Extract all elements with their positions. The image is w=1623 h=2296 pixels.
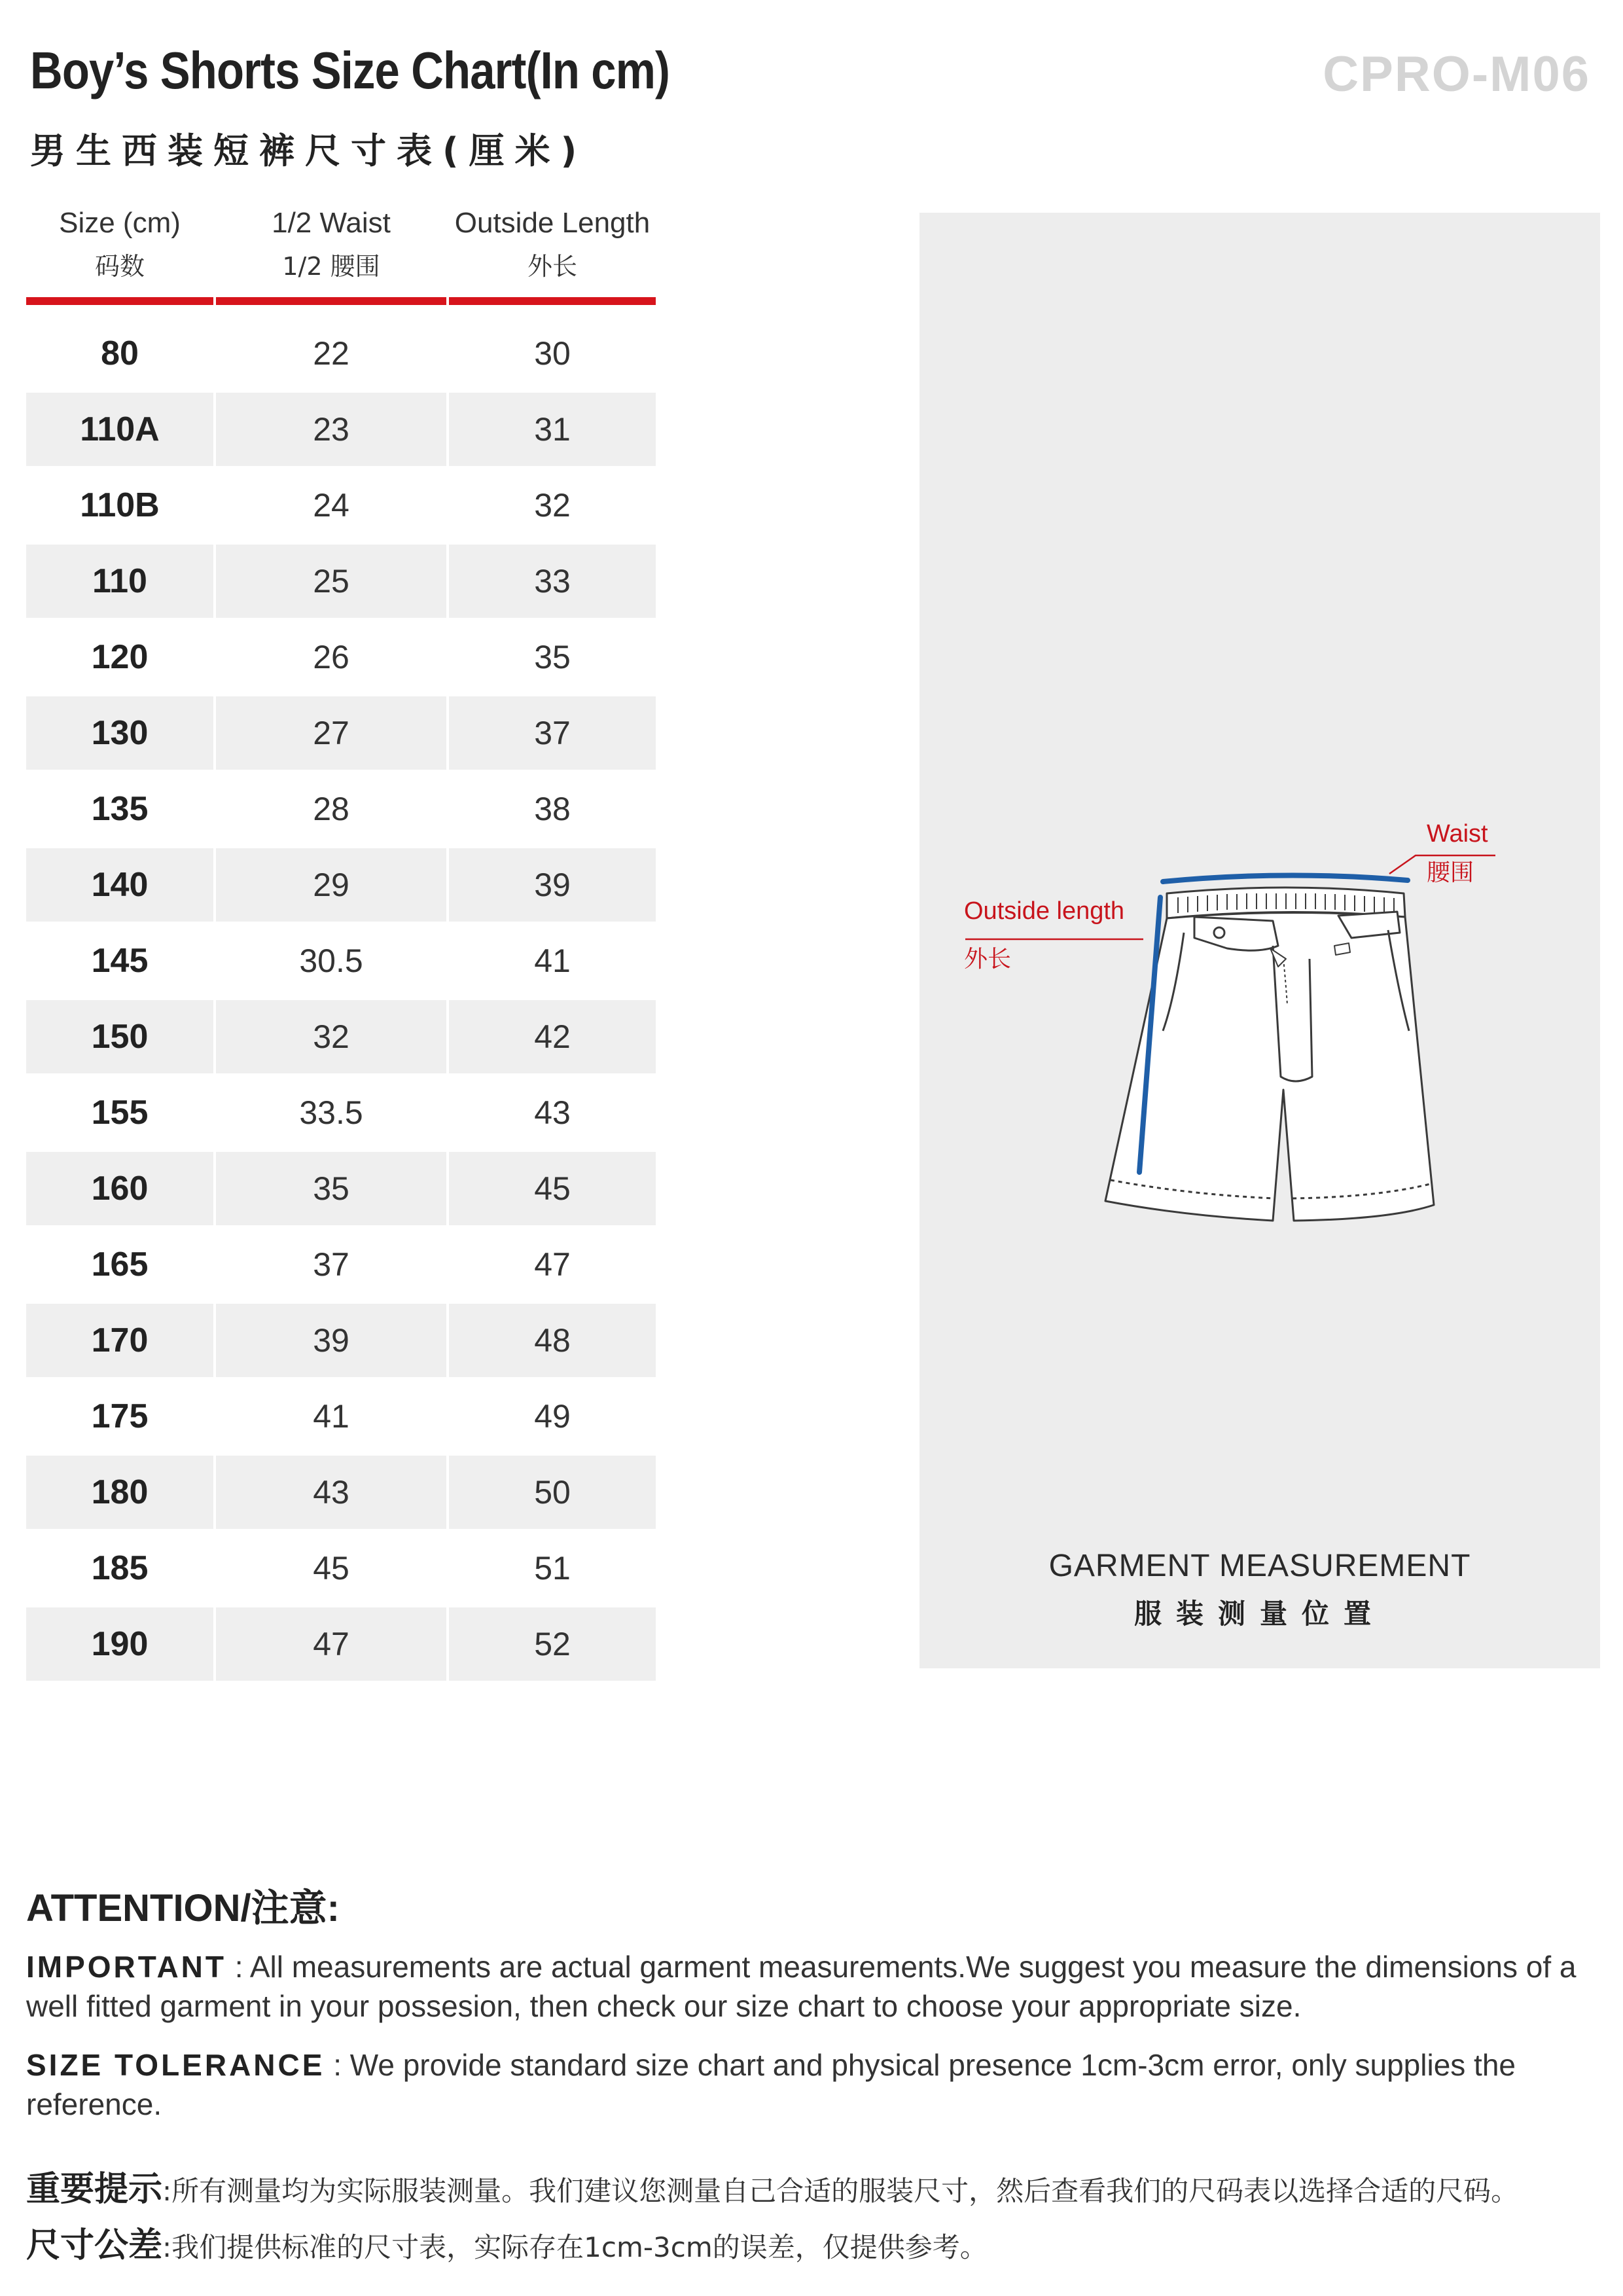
table-row <box>26 1607 656 1681</box>
waist-cell: 37 <box>313 1246 349 1283</box>
waist-cell: 28 <box>313 791 349 827</box>
waist-cell: 27 <box>216 696 446 770</box>
table-row <box>26 848 656 922</box>
outside-length-cell: 52 <box>449 1607 656 1681</box>
size-tolerance-note <box>26 2045 1597 2124</box>
table-row <box>26 696 656 770</box>
table-row <box>26 545 656 618</box>
size-cell: 110B <box>80 486 160 524</box>
size-cell: 150 <box>26 1000 213 1073</box>
product-code: CPRO-M06 <box>1323 46 1590 102</box>
outside-length-label: Outside length <box>964 897 1125 925</box>
size-cell: 190 <box>26 1607 213 1681</box>
size-cell: 185 <box>91 1549 149 1587</box>
table-row <box>26 620 656 694</box>
outside-length-cell: 50 <box>449 1456 656 1529</box>
size-tolerance-text: : We provide standard size chart and physical presence 1cm-3cm error, only supplies the reference. <box>26 2048 1516 2121</box>
outside-length-cell: 30 <box>534 335 571 372</box>
column-header-label-cn: 外长 <box>527 252 577 281</box>
size-tolerance-label: SIZE TOLERANCE <box>26 2048 325 2082</box>
waist-measure-line <box>1163 875 1408 882</box>
waist-cell: 35 <box>216 1152 446 1225</box>
table-row <box>26 1456 656 1529</box>
outside-length-cell: 33 <box>449 545 656 618</box>
outside-length-cell: 42 <box>449 1000 656 1073</box>
table-body <box>26 317 656 1681</box>
outside-length-cell: 43 <box>534 1094 571 1131</box>
outside-length-cell: 48 <box>449 1304 656 1377</box>
table-row <box>26 393 656 466</box>
outside-length-cell: 31 <box>449 393 656 466</box>
shorts-diagram <box>919 213 1600 1668</box>
column-header-label-cn: 码数 <box>94 252 145 281</box>
waist-cell: 23 <box>216 393 446 466</box>
waist-cell: 47 <box>216 1607 446 1681</box>
size-cell: 180 <box>26 1456 213 1529</box>
outside-length-label-cn: 外长 <box>964 946 1012 973</box>
size-tolerance-note-cn <box>26 2217 1610 2267</box>
table-row <box>26 772 656 846</box>
size-table <box>26 200 656 1683</box>
important-text-cn: :所有测量均为实际服装测量。我们建议您测量自己合适的服装尺寸，然后查看我们的尺码表以选择合适的尺码。 <box>162 2175 1519 2207</box>
garment-measurement-panel <box>919 213 1600 1668</box>
important-note <box>26 1947 1597 2026</box>
waist-cell: 22 <box>313 335 349 372</box>
table-row <box>26 1532 656 1605</box>
garment-measurement-caption-cn: 服装测量位置 <box>1133 1598 1385 1630</box>
important-label: IMPORTANT <box>26 1950 227 1984</box>
table-row <box>26 317 656 390</box>
table-header <box>26 200 656 292</box>
column-header-label: Outside Length <box>454 207 651 239</box>
size-cell: 110A <box>26 393 213 466</box>
table-row <box>26 1152 656 1225</box>
size-cell: 135 <box>91 790 149 828</box>
waist-cell: 45 <box>313 1550 349 1587</box>
header-underline-segment <box>216 297 446 305</box>
waist-cell: 30.5 <box>299 942 363 979</box>
size-cell: 110 <box>26 545 213 618</box>
size-cell: 155 <box>91 1094 149 1132</box>
column-header-label: Size (cm) <box>59 207 181 239</box>
size-tolerance-label-cn: 尺寸公差 <box>26 2226 163 2265</box>
column-header-size <box>26 200 213 292</box>
size-cell: 120 <box>91 638 149 676</box>
waist-cell: 32 <box>216 1000 446 1073</box>
page-title-cn: 男生西装短裤尺寸表(厘米) <box>30 130 588 171</box>
size-cell: 145 <box>91 942 149 980</box>
size-cell: 160 <box>26 1152 213 1225</box>
outside-length-cell: 38 <box>534 791 571 827</box>
header-underline-segment <box>449 297 656 305</box>
size-cell: 175 <box>91 1397 149 1435</box>
waist-cell: 33.5 <box>299 1094 363 1131</box>
important-label-cn: 重要提示 <box>26 2170 163 2209</box>
important-note-cn <box>26 2161 1610 2210</box>
table-row <box>26 1228 656 1301</box>
waist-cell: 43 <box>216 1456 446 1529</box>
waist-cell: 29 <box>216 848 446 922</box>
attention-title: ATTENTION/注意: <box>26 1887 340 1929</box>
table-row <box>26 924 656 997</box>
garment-measurement-caption: GARMENT MEASUREMENT <box>1048 1549 1471 1583</box>
outside-length-cell: 35 <box>534 639 571 675</box>
table-row <box>26 469 656 542</box>
header-underline <box>26 297 656 305</box>
waist-cell: 25 <box>216 545 446 618</box>
size-tolerance-text-cn: :我们提供标准的尺寸表，实际存在1cm-3cm的误差，仅提供参考。 <box>162 2231 988 2263</box>
table-row <box>26 1380 656 1453</box>
table-row <box>26 1076 656 1149</box>
column-header-label: 1/2 Waist <box>272 207 391 239</box>
size-cell: 130 <box>26 696 213 770</box>
outside-length-cell: 45 <box>449 1152 656 1225</box>
waist-cell: 26 <box>313 639 349 675</box>
table-row <box>26 1304 656 1377</box>
outside-length-cell: 41 <box>534 942 571 979</box>
outside-length-cell: 49 <box>534 1398 571 1435</box>
waist-cell: 24 <box>313 487 349 524</box>
size-cell: 80 <box>101 334 139 372</box>
waist-label: Waist <box>1427 820 1488 848</box>
waist-label-cn: 腰围 <box>1427 859 1474 886</box>
size-cell: 170 <box>26 1304 213 1377</box>
size-cell: 165 <box>91 1246 149 1283</box>
outside-length-cell: 37 <box>449 696 656 770</box>
outside-length-cell: 47 <box>534 1246 571 1283</box>
column-header-label-cn: 1/2 腰围 <box>282 252 380 281</box>
page-title: Boy’s Shorts Size Chart(In cm) <box>30 41 670 99</box>
outside-length-cell: 32 <box>534 487 571 524</box>
waist-cell: 39 <box>216 1304 446 1377</box>
table-row <box>26 1000 656 1073</box>
outside-length-cell: 51 <box>534 1550 571 1587</box>
column-header-outside-length <box>449 200 656 292</box>
size-cell: 140 <box>26 848 213 922</box>
important-text: : All measurements are actual garment measurements.We suggest you measure the dimensions of a well fitted garment in your possesion, then check our size chart to choose your appropriate size. <box>26 1950 1577 2023</box>
waist-cell: 41 <box>313 1398 349 1435</box>
header-underline-segment <box>26 297 213 305</box>
shorts-illustration <box>1105 888 1434 1221</box>
column-header-waist <box>216 200 446 292</box>
outside-length-cell: 39 <box>449 848 656 922</box>
